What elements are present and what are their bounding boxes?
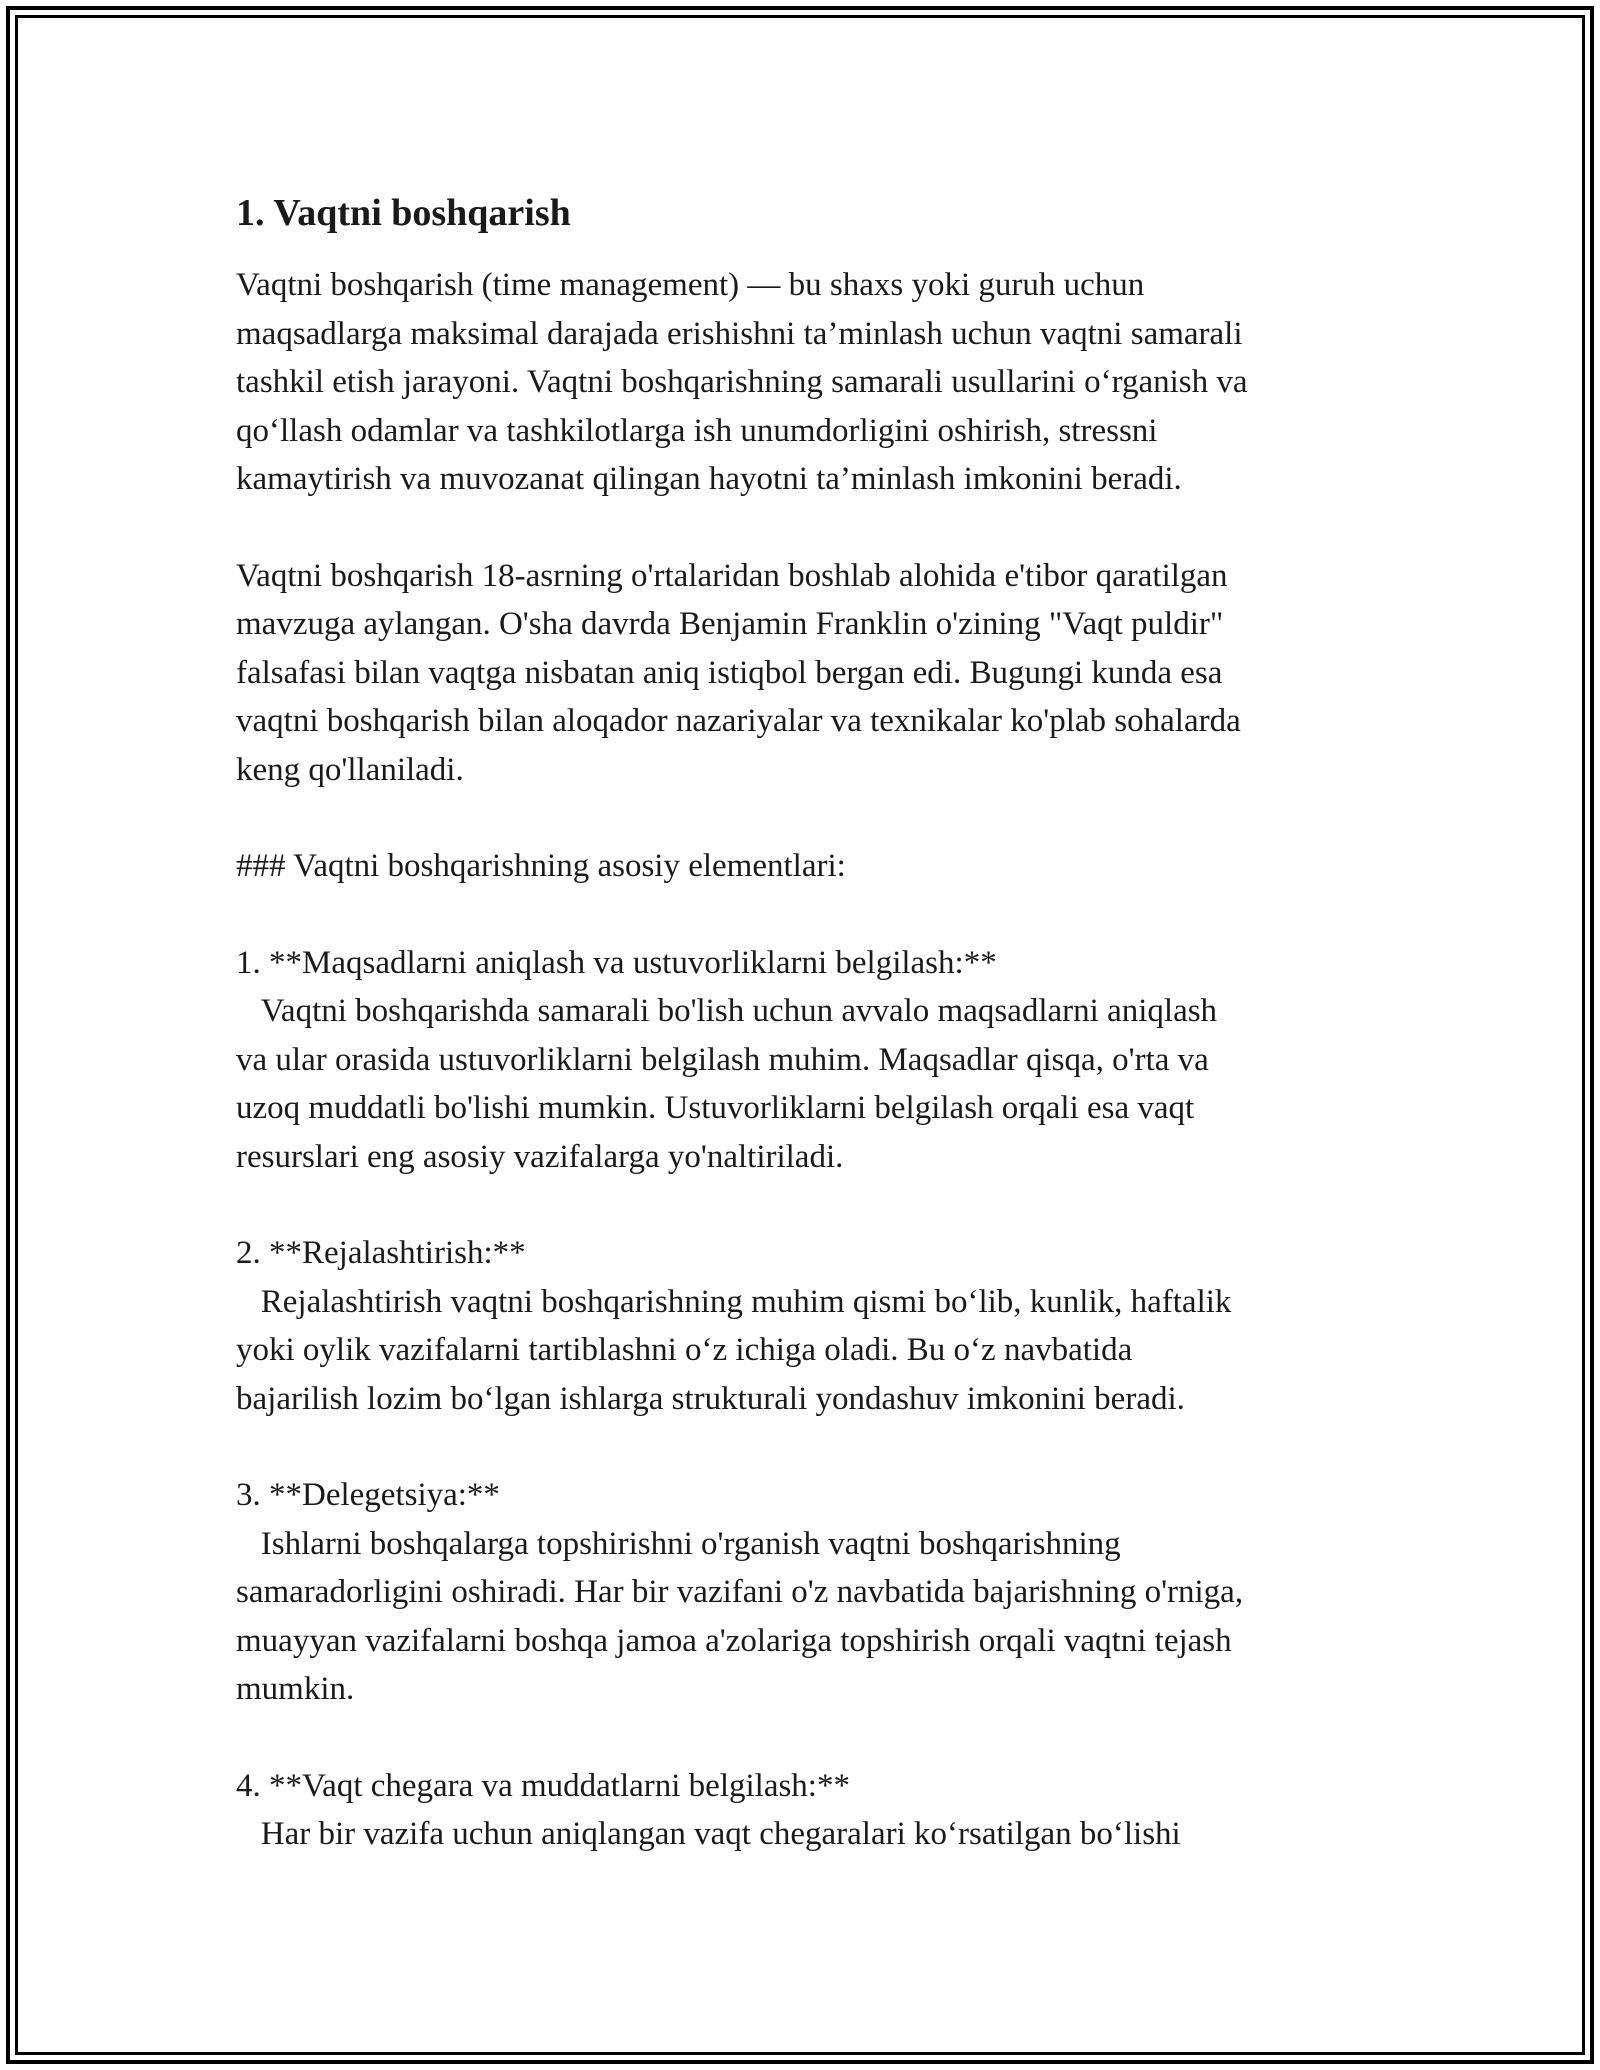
list-item-2: 2. **Rejalashtirish:** Rejalashtirish vaqtni boshqarishning muhim qismi bo‘lib, kunlik, haftalik yoki oylik vazifalarni tartiblashni o‘z ichiga oladi. Bu o‘z navbatida bajarilish lozim bo‘lgan ishlarga strukturali yondashuv imkonini beradi. [236, 1235, 1232, 1417]
paragraph-gap [236, 1181, 1376, 1229]
document-title: 1. Vaqtni boshqarish [236, 192, 571, 234]
paragraph-history: Vaqtni boshqarish 18-asrning o'rtalaridan boshlab alohida e'tibor qaratilgan mavzuga aylangan. O'sha davrda Benjamin Franklin o'zining "Vaqt puldir" falsafasi bilan vaqtga nisbatan aniq istiqbol bergan edi. Bugungi kunda esa vaqtni boshqarish bilan aloqador nazariyalar va texnikalar ko'plab sohalarda keng qo'llaniladi. [236, 557, 1241, 788]
paragraph-gap [236, 1423, 1376, 1471]
section-heading: ### Vaqtni boshqarishning asosiy elementlari: [236, 848, 846, 884]
list-item-4: 4. **Vaqt chegara va muddatlarni belgilash:** Har bir vazifa uchun aniqlangan vaqt chegaralari ko‘rsatilgan bo‘lishi [236, 1767, 1181, 1852]
paragraph-gap [236, 1714, 1376, 1762]
paragraph-gap [236, 504, 1376, 552]
paragraph-gap [236, 794, 1376, 842]
paragraph-intro: Vaqtni boshqarish (time management) — bu shaxs yoki guruh uchun maqsadlarga maksimal darajada erishishni ta’minlash uchun vaqtni samarali tashkil etish jarayoni. Vaqtni boshqarishning samarali usullarini o‘rganish va qo‘llash odamlar va tashkilotlarga ish unumdorligini oshirish, stressni kamaytirish va muvozanat qilingan hayotni ta’minlash imkonini beradi. [236, 267, 1248, 497]
paragraph-gap [236, 891, 1376, 939]
list-item-1: 1. **Maqsadlarni aniqlash va ustuvorliklarni belgilash:** Vaqtni boshqarishda samarali bo'lish uchun avvalo maqsadlarni aniqlash va ular orasida ustuvorliklarni belgilash muhim. Maqsadlar qisqa, o'rta va uzoq muddatli bo'lishi mumkin. Ustuvorliklarni belgilash orqali esa vaqt resurslari eng asosiy vazifalarga yo'naltiriladi. [236, 944, 1218, 1175]
list-item-3: 3. **Delegetsiya:** Ishlarni boshqalarga topshirishni o'rganish vaqtni boshqarishning samaradorligini oshiradi. Har bir vazifani o'z navbatida bajarishning o'rniga, muayyan vazifalarni boshqa jamoa a'zolariga topshirish orqali vaqtni tejash mumkin. [236, 1477, 1244, 1707]
document-body [236, 185, 1376, 1859]
